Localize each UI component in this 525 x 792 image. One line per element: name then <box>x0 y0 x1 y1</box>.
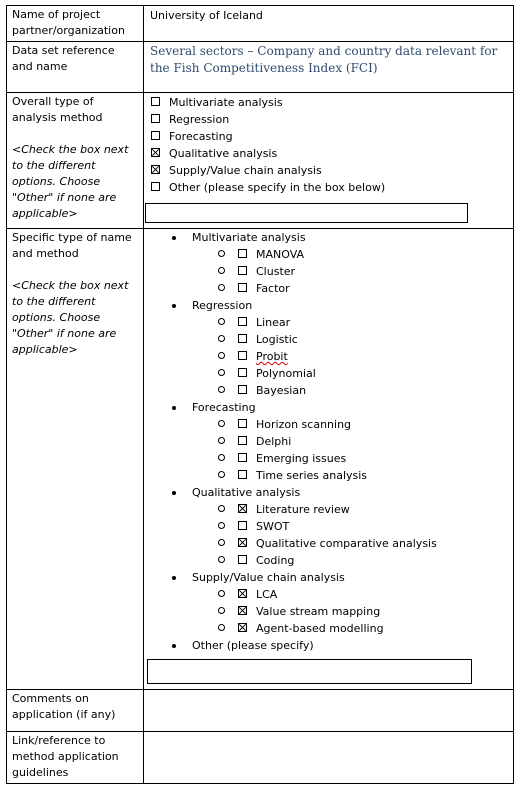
checkbox-icon[interactable] <box>238 419 247 428</box>
specific-label-cell <box>7 229 144 690</box>
method-option-label: Factor <box>256 282 290 295</box>
checkbox-icon[interactable] <box>238 334 247 343</box>
method-option-qualitative-comparative-analysis[interactable] <box>150 535 507 552</box>
method-option-label: Cluster <box>256 265 296 278</box>
analysis-method-table <box>6 5 514 784</box>
dataset-value[interactable]: Several sectors – Company and country data relevant for the Fish Competitiveness Index (FCI) <box>144 42 514 93</box>
category-qualitative-analysis <box>150 484 507 501</box>
circle-bullet-icon <box>218 454 225 461</box>
method-option-agent-based-modelling[interactable] <box>150 620 507 637</box>
overall-options-cell <box>144 93 514 229</box>
category-regression <box>150 297 507 314</box>
category-label: Regression <box>192 299 253 312</box>
circle-bullet-icon <box>218 352 225 359</box>
category-label: Forecasting <box>192 401 256 414</box>
specific-options-cell <box>144 229 514 690</box>
checkbox-icon[interactable] <box>151 131 160 140</box>
method-option-label: Linear <box>256 316 291 329</box>
circle-bullet-icon <box>218 607 225 614</box>
checkbox-icon[interactable] <box>238 249 247 258</box>
method-option-delphi[interactable] <box>150 433 507 450</box>
circle-bullet-icon <box>218 539 225 546</box>
dataset-label: Data set reference and name <box>7 42 144 93</box>
circle-bullet-icon <box>218 386 225 393</box>
method-option-factor[interactable] <box>150 280 507 297</box>
method-option-time-series-analysis[interactable] <box>150 467 507 484</box>
checkbox-icon[interactable] <box>151 182 160 191</box>
checked-checkbox-icon[interactable] <box>151 148 160 157</box>
method-option-logistic[interactable] <box>150 331 507 348</box>
method-option-label: Delphi <box>256 435 292 448</box>
circle-bullet-icon <box>218 556 225 563</box>
checkbox-icon[interactable] <box>238 266 247 275</box>
specific-options <box>150 229 507 654</box>
overall-label: Overall type of analysis method <box>12 95 103 124</box>
circle-bullet-icon <box>218 522 225 529</box>
overall-label-cell <box>7 93 144 229</box>
checkbox-icon[interactable] <box>238 436 247 445</box>
bullet-icon <box>172 576 176 580</box>
circle-bullet-icon <box>218 590 225 597</box>
partner-row <box>7 6 514 42</box>
method-option-label: MANOVA <box>256 248 305 261</box>
method-option-swot[interactable] <box>150 518 507 535</box>
overall-option-label: Forecasting <box>169 130 233 143</box>
checkbox-icon[interactable] <box>238 368 247 377</box>
method-option-label: Bayesian <box>256 384 307 397</box>
specific-other-textbox[interactable] <box>147 659 472 684</box>
method-option-horizon-scanning[interactable] <box>150 416 507 433</box>
overall-option-regression[interactable] <box>150 111 507 128</box>
checkbox-icon[interactable] <box>238 317 247 326</box>
method-option-linear[interactable] <box>150 314 507 331</box>
comments-label: Comments on application (if any) <box>7 690 144 732</box>
overall-row <box>7 93 514 229</box>
method-option-label: Logistic <box>256 333 298 346</box>
overall-other-textbox[interactable] <box>145 203 468 223</box>
checkbox-icon[interactable] <box>238 385 247 394</box>
bullet-icon <box>172 406 176 410</box>
method-option-probit[interactable] <box>150 348 507 365</box>
category-label: Multivariate analysis <box>192 231 306 244</box>
checked-checkbox-icon[interactable] <box>238 606 247 615</box>
checkbox-icon[interactable] <box>238 521 247 530</box>
link-row <box>7 732 514 784</box>
overall-option-label: Multivariate analysis <box>169 96 283 109</box>
method-option-label: Polynomial <box>256 367 316 380</box>
checkbox-icon[interactable] <box>238 453 247 462</box>
bullet-icon <box>172 491 176 495</box>
category-supply-value-chain-analysis <box>150 569 507 586</box>
method-option-polynomial[interactable] <box>150 365 507 382</box>
method-option-label: Time series analysis <box>256 469 368 482</box>
overall-option-forecasting[interactable] <box>150 128 507 145</box>
checkbox-icon[interactable] <box>238 283 247 292</box>
category-other-please-specify <box>150 637 507 654</box>
checked-checkbox-icon[interactable] <box>238 623 247 632</box>
checkbox-icon[interactable] <box>151 97 160 106</box>
specific-hint: <Check the box next to the different options. Choose "Other" if none are applicable> <box>12 279 129 356</box>
circle-bullet-icon <box>218 267 225 274</box>
comments-value[interactable] <box>144 690 514 732</box>
category-label: Other (please specify) <box>192 639 314 652</box>
specific-row <box>7 229 514 690</box>
overall-option-qualitative-analysis[interactable] <box>150 145 507 162</box>
checkbox-icon[interactable] <box>238 555 247 564</box>
method-option-label: Emerging issues <box>256 452 347 465</box>
dataset-row <box>7 42 514 93</box>
checked-checkbox-icon[interactable] <box>238 589 247 598</box>
circle-bullet-icon <box>218 471 225 478</box>
circle-bullet-icon <box>218 250 225 257</box>
bullet-icon <box>172 236 176 240</box>
method-option-literature-review[interactable] <box>150 501 507 518</box>
circle-bullet-icon <box>218 318 225 325</box>
partner-label: Name of project partner/organization <box>7 6 144 42</box>
overall-option-label: Qualitative analysis <box>169 147 278 160</box>
category-label: Qualitative analysis <box>192 486 301 499</box>
overall-option-supply-value-chain-analysis[interactable] <box>150 162 507 179</box>
method-option-coding[interactable] <box>150 552 507 569</box>
method-option-label: Literature review <box>256 503 350 516</box>
checkbox-icon[interactable] <box>151 114 160 123</box>
overall-option-multivariate-analysis[interactable] <box>150 94 507 111</box>
method-option-lca[interactable] <box>150 586 507 603</box>
partner-value[interactable]: University of Iceland <box>144 6 514 42</box>
circle-bullet-icon <box>218 284 225 291</box>
circle-bullet-icon <box>218 624 225 631</box>
overall-option-label: Supply/Value chain analysis <box>169 164 322 177</box>
method-option-value-stream-mapping[interactable] <box>150 603 507 620</box>
checked-checkbox-icon[interactable] <box>238 538 247 547</box>
circle-bullet-icon <box>218 420 225 427</box>
checked-checkbox-icon[interactable] <box>151 165 160 174</box>
bullet-icon <box>172 644 176 648</box>
checkbox-icon[interactable] <box>238 470 247 479</box>
method-option-label: Probit <box>256 350 288 363</box>
circle-bullet-icon <box>218 369 225 376</box>
link-label: Link/reference to method application guidelines <box>7 732 144 784</box>
method-option-emerging-issues[interactable] <box>150 450 507 467</box>
overall-option-other-please-specify-in-the-box-below[interactable] <box>150 179 507 196</box>
overall-option-label: Regression <box>169 113 230 126</box>
category-forecasting <box>150 399 507 416</box>
bullet-icon <box>172 304 176 308</box>
comments-row <box>7 690 514 732</box>
method-option-label: SWOT <box>256 520 290 533</box>
circle-bullet-icon <box>218 437 225 444</box>
method-option-label: LCA <box>256 588 278 601</box>
method-option-bayesian[interactable] <box>150 382 507 399</box>
overall-option-label: Other (please specify in the box below) <box>169 181 386 194</box>
checked-checkbox-icon[interactable] <box>238 504 247 513</box>
overall-options <box>150 94 507 196</box>
checkbox-icon[interactable] <box>238 351 247 360</box>
method-option-label: Value stream mapping <box>256 605 381 618</box>
method-option-label: Agent-based modelling <box>256 622 384 635</box>
method-option-label: Horizon scanning <box>256 418 352 431</box>
method-option-manova[interactable] <box>150 246 507 263</box>
circle-bullet-icon <box>218 335 225 342</box>
category-multivariate-analysis <box>150 229 507 246</box>
circle-bullet-icon <box>218 505 225 512</box>
specific-label: Specific type of name and method <box>12 231 132 260</box>
link-value[interactable] <box>144 732 514 784</box>
method-option-cluster[interactable] <box>150 263 507 280</box>
category-label: Supply/Value chain analysis <box>192 571 345 584</box>
method-option-label: Coding <box>256 554 295 567</box>
overall-hint: <Check the box next to the different options. Choose "Other" if none are applicable> <box>12 143 129 220</box>
method-option-label: Qualitative comparative analysis <box>256 537 437 550</box>
